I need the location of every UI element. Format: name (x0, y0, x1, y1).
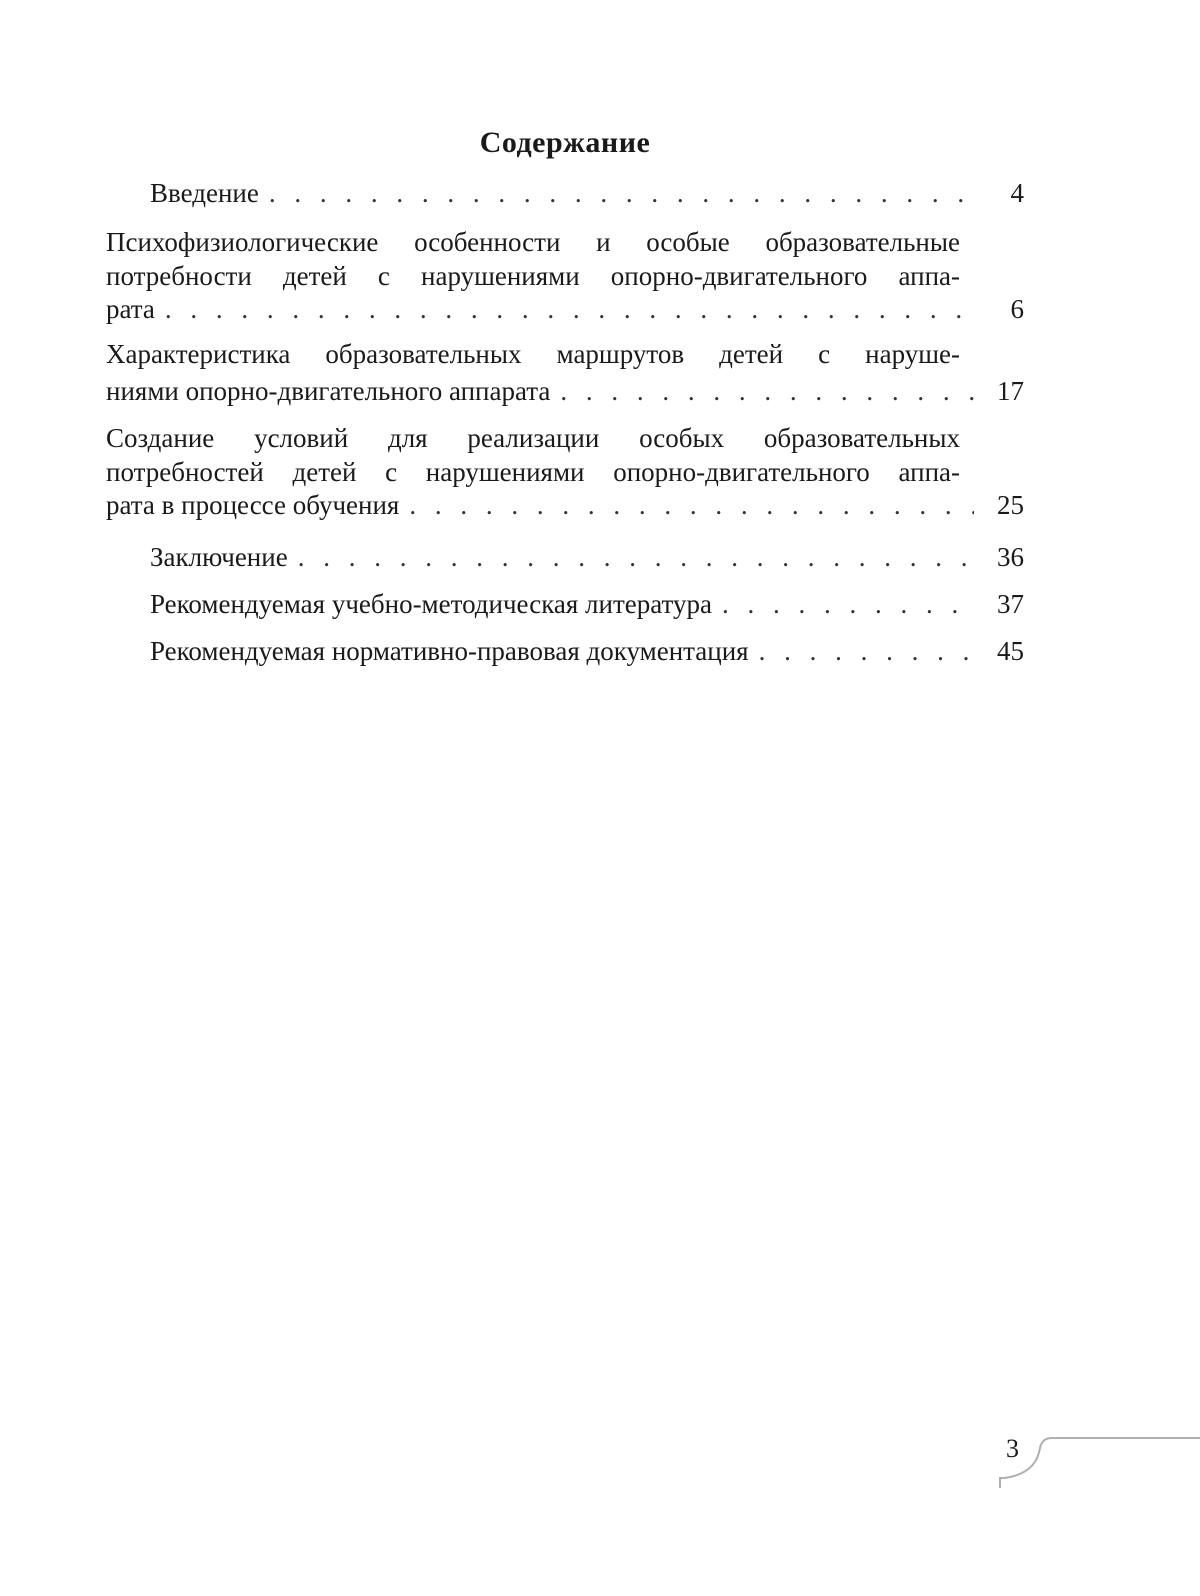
page-corner-ornament (990, 1430, 1200, 1490)
toc-page-number: 36 (997, 542, 1024, 572)
toc-entry-line: потребности детей с нарушениями опорно-двигательного аппа- (106, 261, 960, 291)
page-number: 3 (1006, 1434, 1019, 1463)
toc-entry-label: Введение (150, 178, 259, 208)
toc-entry-psychophysiological[interactable] (106, 226, 1024, 326)
toc-page-number: 17 (997, 376, 1024, 406)
toc-entry-line: Характеристика образовательных маршрутов детей с наруше- (106, 339, 960, 369)
toc-leader-dots (165, 292, 974, 326)
toc-entry-line: Психофизиологические особенности и особые образовательные (106, 227, 960, 257)
toc-entry-conclusion[interactable] (106, 534, 1024, 581)
toc-entry-conditions[interactable] (106, 422, 1024, 522)
toc-page-number: 45 (997, 636, 1024, 666)
toc-page-number: 37 (997, 589, 1024, 619)
toc-entry-label: рата (106, 294, 155, 324)
toc-leader-dots (409, 488, 974, 522)
toc-leader-dots (560, 374, 974, 408)
toc-entry-introduction[interactable] (106, 170, 1024, 218)
toc-page-number: 25 (997, 490, 1024, 520)
toc-entry-label: Рекомендуемая учебно-методическая литература (150, 589, 712, 619)
toc-entry-literature[interactable] (106, 581, 1024, 628)
toc-leader-dots (269, 170, 974, 217)
toc-leader-dots (298, 534, 974, 581)
toc-entry-label: Заключение (150, 542, 288, 572)
toc-entry-line: потребностей детей с нарушениями опорно-двигательного аппа- (106, 457, 960, 487)
toc-entry-routes[interactable] (106, 338, 1024, 408)
toc-entry-label: ниями опорно-двигательного аппарата (106, 376, 551, 406)
toc-page-number: 6 (1010, 294, 1024, 324)
toc-entry-line: Создание условий для реализации особых образовательных (106, 423, 960, 453)
table-of-contents (106, 170, 1024, 675)
toc-entry-label: рата в процессе обучения (106, 490, 400, 520)
toc-entry-label: Рекомендуемая нормативно-правовая документация (150, 636, 749, 666)
toc-leader-dots (759, 628, 974, 675)
page-title: Содержание (479, 126, 651, 159)
toc-leader-dots (722, 581, 974, 628)
toc-page-number: 4 (1010, 178, 1024, 208)
toc-entry-documentation[interactable] (106, 628, 1024, 675)
